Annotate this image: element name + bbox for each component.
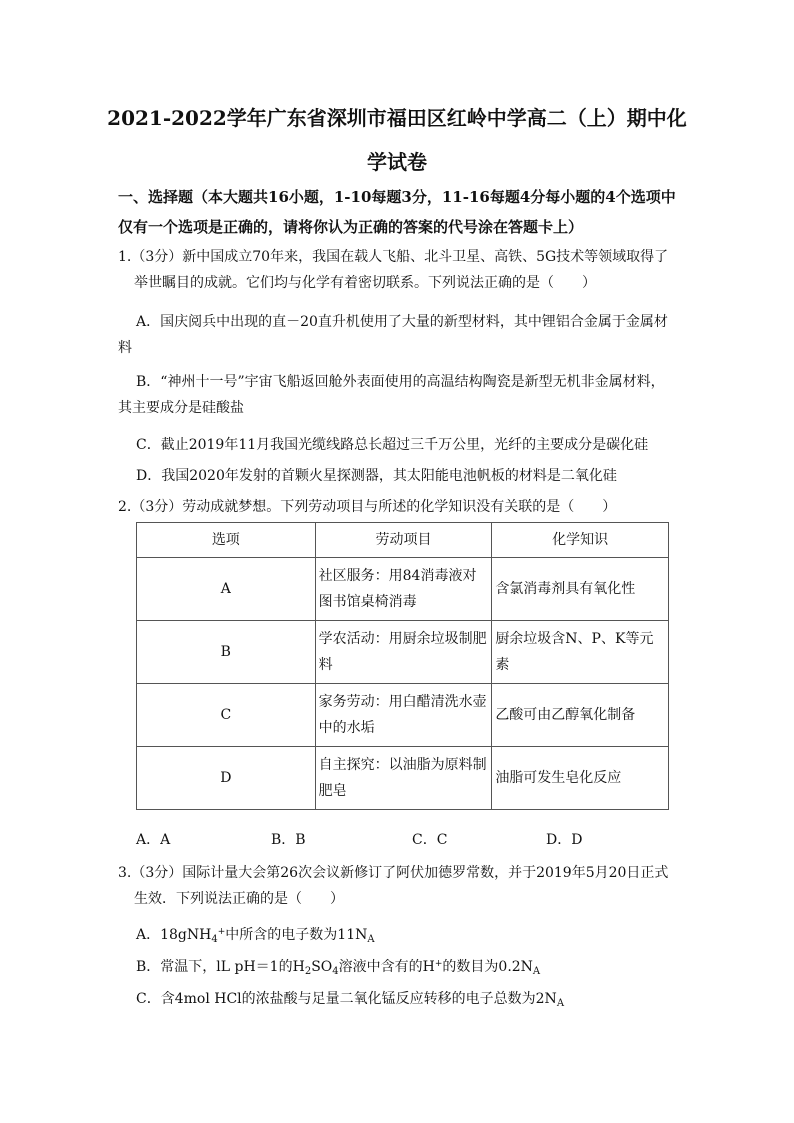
- answer-option-a: A．A: [136, 832, 171, 848]
- question-3-option-a: A．18gNH$_4$+中所含的电子数为$11N_A$: [136, 927, 375, 945]
- answer-option-d: D．D: [546, 832, 583, 848]
- table-cell-option: A: [137, 558, 316, 621]
- question-1-option-b: B．“神州十一号”宇宙飞船返回舱外表面使用的高温结构陶瓷是新型无机非金属材料，其主要成分是硅酸盐: [118, 374, 665, 416]
- table-row: [137, 558, 669, 621]
- question-1-option-d: D．我国2020年发射的首颗火星探测器，其太阳能电池帆板的材料是二氧化硅: [136, 468, 617, 484]
- question-3-stem: 3.（3分）国际计量大会第26次会议新修订了阿伏加德罗常数，并于2019年5月20日正式生效．下列说法正确的是（ ）: [118, 865, 669, 907]
- question-1-option-a: A．国庆阅兵中出现的直－20直升机使用了大量的新型材料，其中锂铝合金属于金属材料: [118, 314, 668, 356]
- question-2-table: [136, 522, 669, 810]
- table-cell-option: B: [137, 621, 316, 684]
- table-header: 劳动项目: [315, 523, 492, 558]
- question-2-answer-options: [136, 829, 656, 851]
- table-header: 选项: [137, 523, 316, 558]
- section-heading: 一、选择题（本大题共16小题，1-10每题3分，11-16每题4分每小题的4个选项中仅有一个选项是正确的，请将你认为正确的答案的代号涂在答题卡上）: [118, 188, 676, 236]
- table-row: [137, 747, 669, 810]
- table-cell-activity: 自主探究：以油脂为原料制肥皂: [315, 747, 492, 810]
- question-1-option-c: C．截止2019年11月我国光缆线路总长超过三千万公里，光纤的主要成分是碳化硅: [136, 437, 649, 453]
- table-header-row: [137, 523, 669, 558]
- question-1: [118, 244, 678, 296]
- page-title: 2021-2022学年广东省深圳市福田区红岭中学高二（上）期中化学试卷: [107, 106, 687, 174]
- question-1-stem: 1.（3分）新中国成立70年来，我国在载人飞船、北斗卫星、高铁、5G技术等领域取得了举世瞩目的成就。它们均与化学有着密切联系。下列说法正确的是（ ）: [118, 249, 669, 291]
- question-2-stem: 2.（3分）劳动成就梦想。下列劳动项目与所述的化学知识没有关联的是（ ）: [118, 499, 617, 515]
- table-cell-knowledge: 乙酸可由乙醇氧化制备: [492, 684, 669, 747]
- table-row: [137, 684, 669, 747]
- question-3: [118, 860, 678, 912]
- table-header: 化学知识: [492, 523, 669, 558]
- table-cell-option: D: [137, 747, 316, 810]
- table-cell-knowledge: 含氯消毒剂具有氧化性: [492, 558, 669, 621]
- answer-option-b: B．B: [271, 832, 306, 848]
- answer-option-c: C．C: [412, 832, 448, 848]
- question-3-option-b: B．常温下，lL pH＝1的$H_2SO_4$溶液中含有的H+的数目为$0.2N_A$: [136, 959, 541, 977]
- table-cell-activity: 学农活动：用厨余垃圾制肥料: [315, 621, 492, 684]
- table-cell-option: C: [137, 684, 316, 747]
- question-3-option-c: C．含4mol HCl的浓盐酸与足量二氧化锰反应转移的电子总数为$2N_A$: [136, 991, 565, 1009]
- table-cell-activity: 社区服务：用84消毒液对图书馆桌椅消毒: [315, 558, 492, 621]
- table-cell-activity: 家务劳动：用白醋清洗水壶中的水垢: [315, 684, 492, 747]
- table-cell-knowledge: 油脂可发生皂化反应: [492, 747, 669, 810]
- table-cell-knowledge: 厨余垃圾含N、P、K等元素: [492, 621, 669, 684]
- question-2: [118, 494, 678, 520]
- table-row: [137, 621, 669, 684]
